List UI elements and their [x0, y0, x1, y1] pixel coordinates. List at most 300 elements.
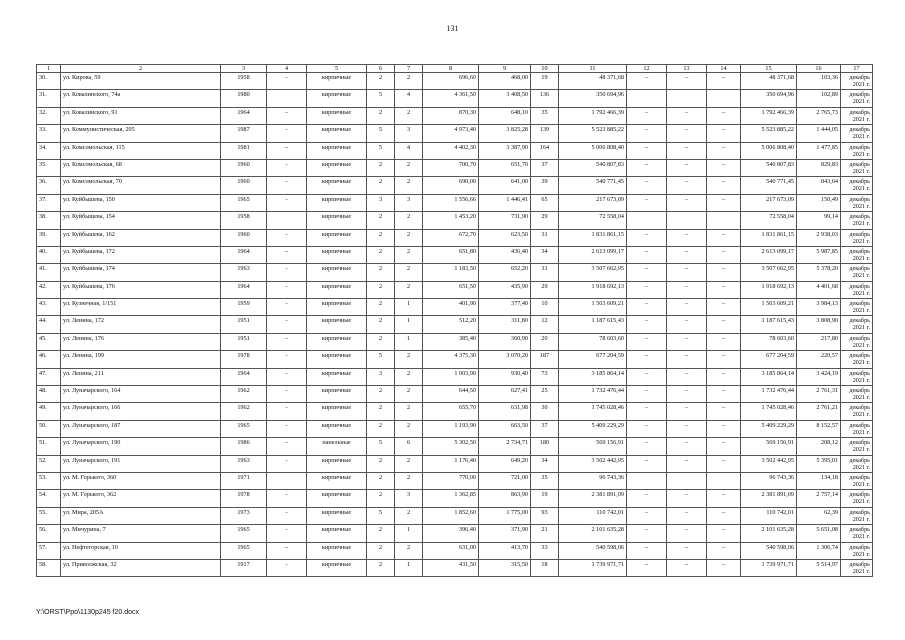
fund-cost-cell: 1 745 028,46: [741, 403, 797, 420]
col-13-cell: –: [667, 177, 707, 194]
table-row: [37, 142, 873, 159]
wall-material-cell: кирпичные: [307, 90, 367, 107]
fund-cost-cell: 110 742,01: [741, 507, 797, 524]
col-12-cell: –: [627, 420, 667, 437]
living-area-cell: 627,41: [479, 386, 531, 403]
col-13-cell: –: [667, 229, 707, 246]
period-year: 2021 г.: [852, 167, 870, 175]
living-area-cell: 1 446,41: [479, 194, 531, 211]
total-cost-cell: 1 732 476,44: [559, 386, 627, 403]
col-14-cell: –: [707, 420, 741, 437]
living-area-cell: 731,90: [479, 212, 531, 229]
cost-per-meter-cell: 217,80: [797, 333, 841, 350]
table-row: [37, 299, 873, 316]
col-14-cell: –: [707, 525, 741, 542]
completion-period-cell: [841, 386, 873, 403]
build-year-cell: 1960: [221, 159, 267, 176]
build-year-cell: 1951: [221, 316, 267, 333]
column-number: 6: [367, 65, 395, 73]
total-cost-cell: 48 371,68: [559, 73, 627, 90]
col-13-cell: [667, 212, 707, 229]
address-cell: ул. Луначарского, 187: [61, 420, 221, 437]
floors-cell: 2: [367, 559, 395, 576]
row-number-cell: 57.: [37, 542, 61, 559]
col-4-cell: -: [267, 299, 307, 316]
address-cell: ул. Луначарского, 164: [61, 386, 221, 403]
total-cost-cell: 677 204,59: [559, 351, 627, 368]
period-month: декабрь: [849, 143, 870, 151]
period-year: 2021 г.: [852, 115, 870, 123]
address-cell: ул. Ленина, 211: [61, 368, 221, 385]
period-year: 2021 г.: [852, 324, 870, 332]
cost-per-meter-cell: 134,18: [797, 472, 841, 489]
col-4-cell: -: [267, 386, 307, 403]
wall-material-cell: кирпичные: [307, 264, 367, 281]
period-month: декабрь: [849, 300, 870, 308]
col-14-cell: –: [707, 351, 741, 368]
total-cost-cell: 3 507 662,95: [559, 264, 627, 281]
period-month: декабрь: [849, 387, 870, 395]
entrances-cell: 2: [395, 420, 423, 437]
build-year-cell: 1964: [221, 281, 267, 298]
col-4-cell: -: [267, 159, 307, 176]
entrances-cell: 2: [395, 351, 423, 368]
residents-cell: 21: [531, 525, 559, 542]
floors-cell: 2: [367, 316, 395, 333]
column-number: 1: [37, 65, 61, 73]
col-12-cell: –: [627, 507, 667, 524]
entrances-cell: 3: [395, 490, 423, 507]
completion-period-cell: [841, 507, 873, 524]
col-14-cell: –: [707, 142, 741, 159]
col-14-cell: –: [707, 73, 741, 90]
total-area-cell: 631,00: [423, 542, 479, 559]
row-number-cell: 44.: [37, 316, 61, 333]
col-14-cell: –: [707, 125, 741, 142]
wall-material-cell: панельные: [307, 438, 367, 455]
floors-cell: 5: [367, 438, 395, 455]
floors-cell: 2: [367, 386, 395, 403]
period-month: декабрь: [849, 126, 870, 134]
period-month: декабрь: [849, 526, 870, 534]
cost-per-meter-cell: 208,12: [797, 438, 841, 455]
entrances-cell: 2: [395, 264, 423, 281]
completion-period-cell: [841, 472, 873, 489]
build-year-cell: 1960: [221, 229, 267, 246]
cost-per-meter-cell: 1 477,85: [797, 142, 841, 159]
floors-cell: 5: [367, 90, 395, 107]
wall-material-cell: кирпичные: [307, 472, 367, 489]
residents-cell: 31: [531, 229, 559, 246]
completion-period-cell: [841, 299, 873, 316]
residents-cell: 65: [531, 194, 559, 211]
floors-cell: 3: [367, 194, 395, 211]
col-4-cell: -: [267, 351, 307, 368]
period-year: 2021 г.: [852, 133, 870, 141]
address-cell: ул. Луначарского, 190: [61, 438, 221, 455]
col-13-cell: –: [667, 142, 707, 159]
fund-cost-cell: 350 694,96: [741, 90, 797, 107]
address-cell: ул. Нефтегорская, 10: [61, 542, 221, 559]
total-cost-cell: 1 503 609,21: [559, 299, 627, 316]
floors-cell: 2: [367, 281, 395, 298]
total-area-cell: 690,00: [423, 177, 479, 194]
period-year: 2021 г.: [852, 446, 870, 454]
total-area-cell: 1 852,60: [423, 507, 479, 524]
fund-cost-cell: 1 503 609,21: [741, 299, 797, 316]
cost-per-meter-cell: 1 306,74: [797, 542, 841, 559]
completion-period-cell: [841, 73, 873, 90]
column-number: 12: [627, 65, 667, 73]
col-13-cell: [667, 90, 707, 107]
period-month: декабрь: [849, 317, 870, 325]
col-13-cell: –: [667, 420, 707, 437]
period-year: 2021 г.: [852, 515, 870, 523]
address-cell: ул. Кузнечная, 1/151: [61, 299, 221, 316]
period-month: декабрь: [849, 247, 870, 255]
address-cell: ул. Ленина, 172: [61, 316, 221, 333]
table-row: [37, 438, 873, 455]
period-month: декабрь: [849, 369, 870, 377]
floors-cell: 2: [367, 159, 395, 176]
total-cost-cell: 1 792 466,39: [559, 107, 627, 124]
residents-cell: 180: [531, 438, 559, 455]
build-year-cell: 1958: [221, 73, 267, 90]
col-14-cell: –: [707, 542, 741, 559]
living-area-cell: 436,40: [479, 246, 531, 263]
floors-cell: 2: [367, 403, 395, 420]
total-area-cell: 1 556,66: [423, 194, 479, 211]
col-4-cell: -: [267, 264, 307, 281]
total-cost-cell: 110 742,01: [559, 507, 627, 524]
entrances-cell: 4: [395, 142, 423, 159]
completion-period-cell: [841, 490, 873, 507]
col-4-cell: -: [267, 281, 307, 298]
col-4-cell: -: [267, 403, 307, 420]
fund-cost-cell: 1 187 615,43: [741, 316, 797, 333]
col-14-cell: –: [707, 490, 741, 507]
floors-cell: 2: [367, 212, 395, 229]
row-number-cell: 39.: [37, 229, 61, 246]
floors-cell: 2: [367, 299, 395, 316]
period-month: декабрь: [849, 178, 870, 186]
completion-period-cell: [841, 368, 873, 385]
total-area-cell: 4 402,30: [423, 142, 479, 159]
completion-period-cell: [841, 281, 873, 298]
fund-cost-cell: 677 204,59: [741, 351, 797, 368]
table-row: [37, 281, 873, 298]
period-month: декабрь: [849, 230, 870, 238]
col-12-cell: –: [627, 125, 667, 142]
cost-per-meter-cell: 2 938,03: [797, 229, 841, 246]
fund-cost-cell: 5 523 885,22: [741, 125, 797, 142]
address-cell: ул. Луначарского, 191: [61, 455, 221, 472]
residents-cell: 20: [531, 333, 559, 350]
col-12-cell: –: [627, 107, 667, 124]
row-number-cell: 58.: [37, 559, 61, 576]
cost-per-meter-cell: 150,49: [797, 194, 841, 211]
residents-cell: 164: [531, 142, 559, 159]
col-13-cell: –: [667, 107, 707, 124]
build-year-cell: 1981: [221, 142, 267, 159]
residents-cell: 39: [531, 177, 559, 194]
residents-cell: 139: [531, 125, 559, 142]
address-cell: ул. Комсомольская, 115: [61, 142, 221, 159]
floors-cell: 5: [367, 125, 395, 142]
living-area-cell: 377,40: [479, 299, 531, 316]
table-row: [37, 420, 873, 437]
period-year: 2021 г.: [852, 150, 870, 158]
total-cost-cell: 1 739 971,71: [559, 559, 627, 576]
address-cell: ул. Ленина, 176: [61, 333, 221, 350]
build-year-cell: 1980: [221, 90, 267, 107]
fund-cost-cell: 569 156,91: [741, 438, 797, 455]
column-number: 10: [531, 65, 559, 73]
build-year-cell: 1962: [221, 403, 267, 420]
total-area-cell: 1 003,90: [423, 368, 479, 385]
wall-material-cell: кирпичные: [307, 299, 367, 316]
fund-cost-cell: 2 381 891,09: [741, 490, 797, 507]
period-year: 2021 г.: [852, 533, 870, 541]
col-12-cell: –: [627, 351, 667, 368]
period-year: 2021 г.: [852, 254, 870, 262]
cost-per-meter-cell: 1 444,05: [797, 125, 841, 142]
col-14-cell: –: [707, 368, 741, 385]
completion-period-cell: [841, 316, 873, 333]
living-area-cell: 413,70: [479, 542, 531, 559]
total-area-cell: 385,40: [423, 333, 479, 350]
period-year: 2021 г.: [852, 550, 870, 558]
floors-cell: 5: [367, 142, 395, 159]
residents-cell: 93: [531, 507, 559, 524]
residents-cell: 34: [531, 246, 559, 263]
row-number-cell: 31.: [37, 90, 61, 107]
col-4-cell: -: [267, 525, 307, 542]
period-month: декабрь: [849, 491, 870, 499]
total-cost-cell: 2 381 891,09: [559, 490, 627, 507]
col-12-cell: [627, 472, 667, 489]
entrances-cell: 1: [395, 316, 423, 333]
entrances-cell: 6: [395, 438, 423, 455]
total-cost-cell: 1 187 615,43: [559, 316, 627, 333]
build-year-cell: 1965: [221, 542, 267, 559]
address-cell: ул. Комсомольская, 70: [61, 177, 221, 194]
total-cost-cell: 540 598,06: [559, 542, 627, 559]
col-12-cell: –: [627, 438, 667, 455]
table-row: [37, 177, 873, 194]
col-4-cell: –: [267, 438, 307, 455]
completion-period-cell: [841, 420, 873, 437]
col-4-cell: –: [267, 542, 307, 559]
total-area-cell: 4 361,50: [423, 90, 479, 107]
period-month: декабрь: [849, 404, 870, 412]
total-cost-cell: 217 673,09: [559, 194, 627, 211]
col-13-cell: –: [667, 507, 707, 524]
total-cost-cell: 5 006 808,40: [559, 142, 627, 159]
period-year: 2021 г.: [852, 272, 870, 280]
fund-cost-cell: 1 918 692,13: [741, 281, 797, 298]
period-month: декабрь: [849, 160, 870, 168]
row-number-cell: 40.: [37, 246, 61, 263]
fund-cost-cell: 540 771,45: [741, 177, 797, 194]
wall-material-cell: кирпичные: [307, 194, 367, 211]
address-cell: ул. Ковалинского, 74а: [61, 90, 221, 107]
residents-cell: 12: [531, 316, 559, 333]
entrances-cell: 3: [395, 125, 423, 142]
column-number: 2: [61, 65, 221, 73]
col-13-cell: –: [667, 490, 707, 507]
completion-period-cell: [841, 212, 873, 229]
row-number-cell: 55.: [37, 507, 61, 524]
cost-per-meter-cell: 2 757,14: [797, 490, 841, 507]
entrances-cell: 2: [395, 229, 423, 246]
entrances-cell: 2: [395, 177, 423, 194]
col-12-cell: –: [627, 525, 667, 542]
build-year-cell: 1965: [221, 194, 267, 211]
wall-material-cell: кирпичные: [307, 559, 367, 576]
period-year: 2021 г.: [852, 376, 870, 384]
total-area-cell: 770,00: [423, 472, 479, 489]
wall-material-cell: кирпичные: [307, 281, 367, 298]
col-4-cell: -: [267, 455, 307, 472]
table-row: [37, 490, 873, 507]
total-area-cell: 4 973,40: [423, 125, 479, 142]
entrances-cell: 1: [395, 333, 423, 350]
row-number-cell: 54.: [37, 490, 61, 507]
period-year: 2021 г.: [852, 98, 870, 106]
living-area-cell: 2 734,71: [479, 438, 531, 455]
period-month: декабрь: [849, 213, 870, 221]
floors-cell: 2: [367, 246, 395, 263]
period-month: декабрь: [849, 265, 870, 273]
period-month: декабрь: [849, 352, 870, 360]
col-12-cell: –: [627, 455, 667, 472]
residents-cell: 19: [531, 490, 559, 507]
living-area-cell: 315,50: [479, 559, 531, 576]
col-13-cell: –: [667, 246, 707, 263]
period-year: 2021 г.: [852, 185, 870, 193]
residents-cell: 37: [531, 159, 559, 176]
table-row: [37, 125, 873, 142]
cost-per-meter-cell: 3 808,90: [797, 316, 841, 333]
col-14-cell: –: [707, 107, 741, 124]
completion-period-cell: [841, 194, 873, 211]
col-4-cell: –: [267, 142, 307, 159]
period-year: 2021 г.: [852, 463, 870, 471]
entrances-cell: 3: [395, 194, 423, 211]
col-12-cell: [627, 212, 667, 229]
col-13-cell: –: [667, 264, 707, 281]
address-cell: ул. Комсомольская, 68: [61, 159, 221, 176]
col-14-cell: –: [707, 507, 741, 524]
table-row: [37, 159, 873, 176]
row-number-cell: 47.: [37, 368, 61, 385]
living-area-cell: 648,10: [479, 107, 531, 124]
column-number: 5: [307, 65, 367, 73]
floors-cell: 2: [367, 229, 395, 246]
row-number-cell: 37.: [37, 194, 61, 211]
living-area-cell: 3 070,20: [479, 351, 531, 368]
build-year-cell: 1965: [221, 525, 267, 542]
column-number-row: [37, 65, 873, 73]
period-year: 2021 г.: [852, 220, 870, 228]
residents-cell: 35: [531, 107, 559, 124]
living-area-cell: 649,20: [479, 455, 531, 472]
total-cost-cell: 5 523 885,22: [559, 125, 627, 142]
table-row: [37, 73, 873, 90]
build-year-cell: 1964: [221, 246, 267, 263]
total-cost-cell: 78 603,60: [559, 333, 627, 350]
col-13-cell: –: [667, 351, 707, 368]
build-year-cell: 1964: [221, 368, 267, 385]
entrances-cell: 2: [395, 403, 423, 420]
total-cost-cell: 2 613 099,17: [559, 246, 627, 263]
column-number: 11: [559, 65, 627, 73]
build-year-cell: 1963: [221, 264, 267, 281]
total-area-cell: 672,70: [423, 229, 479, 246]
table-row: [37, 316, 873, 333]
build-year-cell: 1959: [221, 299, 267, 316]
period-year: 2021 г.: [852, 498, 870, 506]
col-13-cell: –: [667, 159, 707, 176]
living-area-cell: 371,90: [479, 525, 531, 542]
period-month: декабрь: [849, 560, 870, 568]
cost-per-meter-cell: 102,89: [797, 90, 841, 107]
col-14-cell: –: [707, 333, 741, 350]
table-row: [37, 107, 873, 124]
period-month: декабрь: [849, 439, 870, 447]
col-4-cell: -: [267, 316, 307, 333]
build-year-cell: 1965: [221, 420, 267, 437]
completion-period-cell: [841, 403, 873, 420]
wall-material-cell: кирпичные: [307, 177, 367, 194]
table-row: [37, 403, 873, 420]
period-year: 2021 г.: [852, 202, 870, 210]
row-number-cell: 32.: [37, 107, 61, 124]
column-number: 16: [797, 65, 841, 73]
residents-cell: 30: [531, 403, 559, 420]
col-13-cell: –: [667, 525, 707, 542]
col-12-cell: –: [627, 490, 667, 507]
wall-material-cell: кирпичные: [307, 542, 367, 559]
col-14-cell: –: [707, 194, 741, 211]
total-area-cell: 1 183,50: [423, 264, 479, 281]
fund-cost-cell: 72 558,04: [741, 212, 797, 229]
column-number: 7: [395, 65, 423, 73]
table-row: [37, 351, 873, 368]
fund-cost-cell: 540 598,06: [741, 542, 797, 559]
completion-period-cell: [841, 559, 873, 576]
col-14-cell: [707, 212, 741, 229]
wall-material-cell: кирпичные: [307, 351, 367, 368]
period-month: декабрь: [849, 108, 870, 116]
address-cell: ул. М. Горького, 360: [61, 472, 221, 489]
column-number: 14: [707, 65, 741, 73]
column-number: 15: [741, 65, 797, 73]
col-4-cell: –: [267, 333, 307, 350]
period-month: декабрь: [849, 456, 870, 464]
floors-cell: 2: [367, 333, 395, 350]
col-13-cell: –: [667, 455, 707, 472]
row-number-cell: 48.: [37, 386, 61, 403]
col-12-cell: [627, 90, 667, 107]
period-year: 2021 г.: [852, 428, 870, 436]
total-area-cell: 870,30: [423, 107, 479, 124]
period-month: декабрь: [849, 508, 870, 516]
row-number-cell: 52.: [37, 455, 61, 472]
entrances-cell: 2: [395, 73, 423, 90]
floors-cell: 2: [367, 490, 395, 507]
